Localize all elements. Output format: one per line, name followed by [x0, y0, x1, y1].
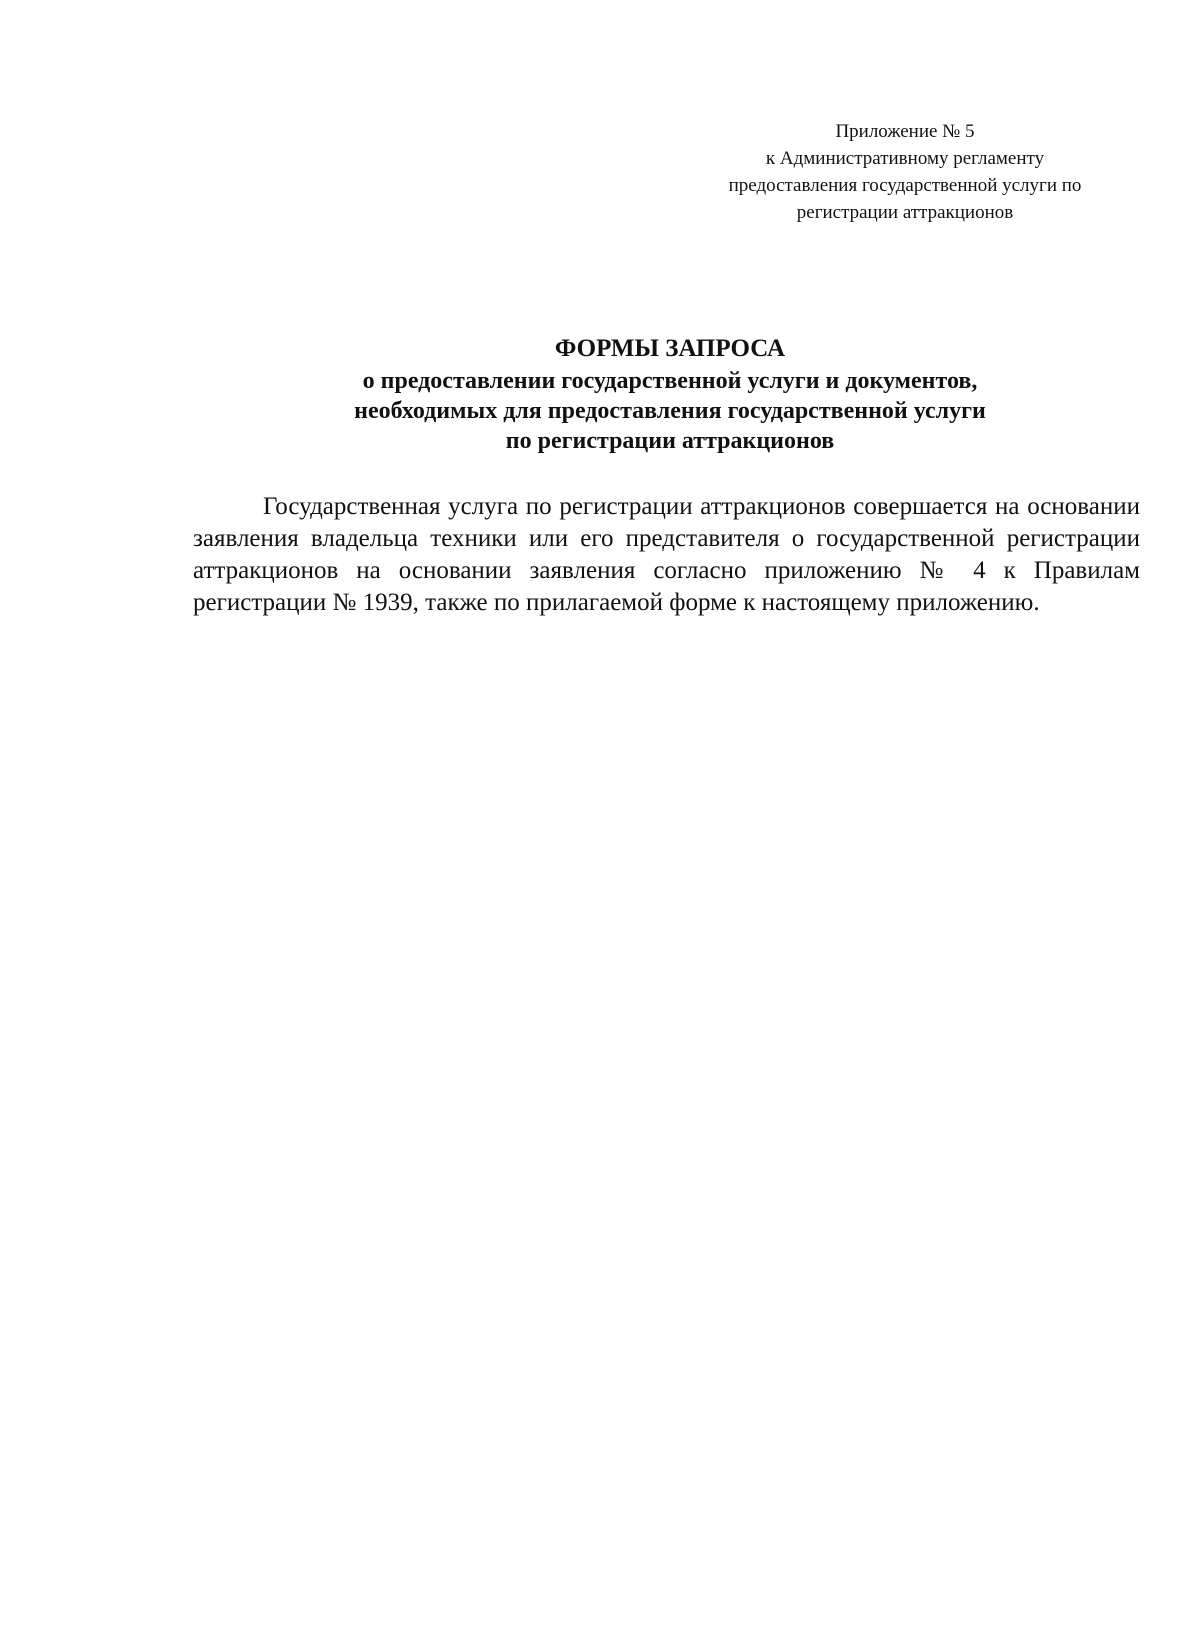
heading-subtitle-line-1: о предоставлении государственной услуги и документов,	[362, 368, 978, 394]
document-title: ФОРМЫ ЗАПРОСА	[554, 335, 786, 362]
document-heading	[180, 332, 1160, 456]
appendix-line-number: Приложение № 5	[835, 121, 975, 142]
appendix-line-subject: регистрации аттракционов	[796, 202, 1014, 223]
heading-subtitle-line-3: по регистрации аттракционов	[505, 428, 835, 454]
appendix-line-service: предоставления государственной услуги по	[728, 175, 1082, 196]
heading-subtitle-line-2: необходимых для предоставления государственной услуги	[354, 398, 986, 424]
appendix-line-regulation: к Административному регламенту	[765, 148, 1045, 169]
body-paragraph: Государственная услуга по регистрации аттракционов совершается на основании заявления владельца техники или его представителя о государственной регистрации аттракционов на основании заявления согласно приложению № 4 к Правилам регистрации № 1939, также по прилагаемой форме к настоящему приложению.	[193, 493, 1140, 616]
appendix-note	[690, 118, 1120, 226]
